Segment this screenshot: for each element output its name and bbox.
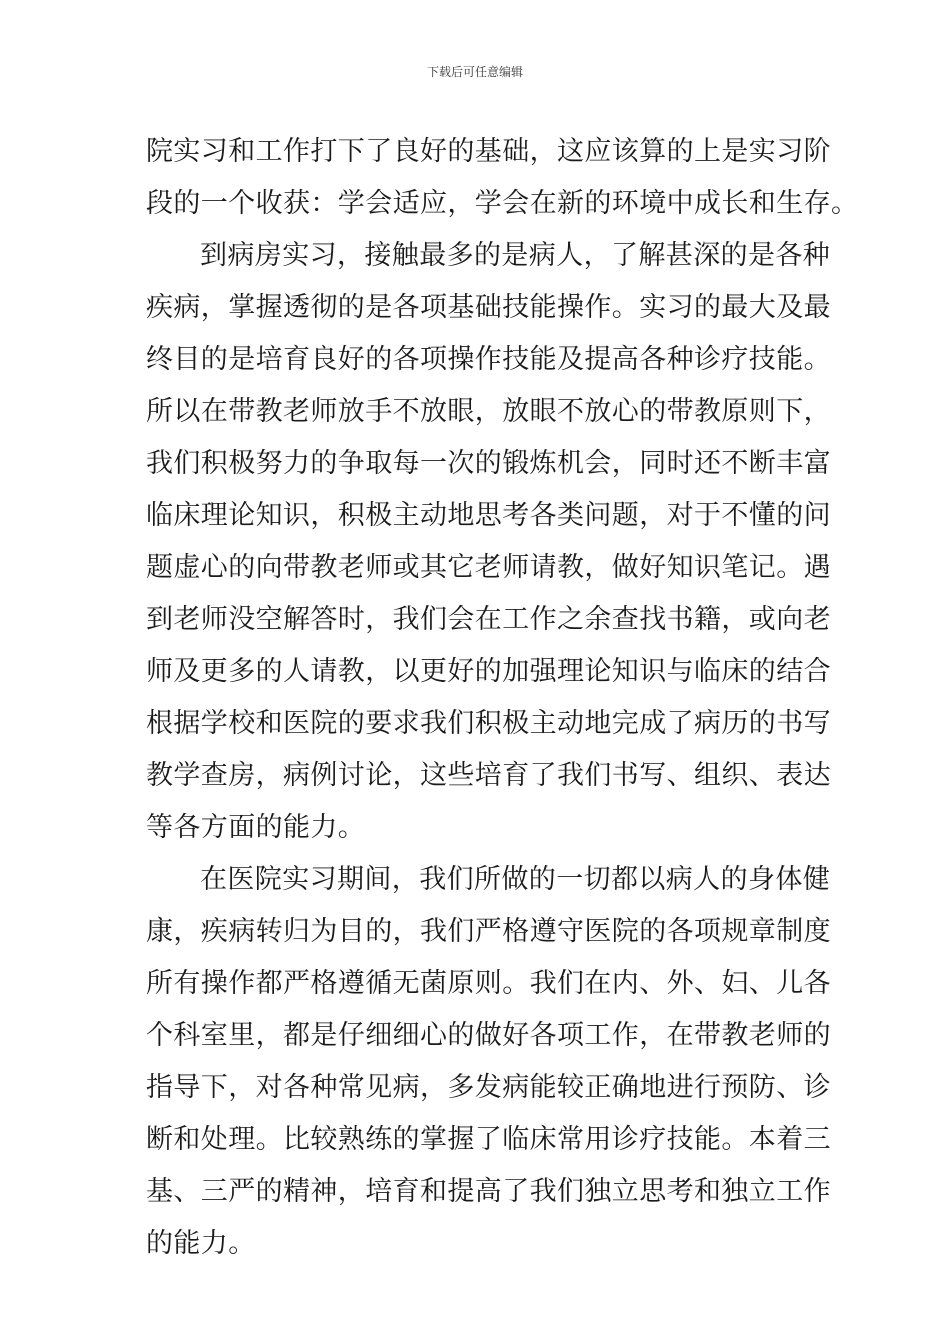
text-line: 基、三严的精神，培育和提高了我们独立思考和独立工作	[146, 1176, 831, 1207]
text-line: 我们积极努力的争取每一次的锻炼机会，同时还不断丰富	[146, 448, 831, 479]
text-line: 疾病，掌握透彻的是各项基础技能操作。实习的最大及最	[146, 292, 831, 323]
text-line: 到病房实习，接触最多的是病人，了解甚深的是各种	[200, 240, 831, 271]
text-line: 在医院实习期间，我们所做的一切都以病人的身体健	[200, 864, 831, 895]
text-line: 院实习和工作打下了良好的基础，这应该算的上是实习阶	[146, 136, 831, 167]
text-line: 所以在带教老师放手不放眼，放眼不放心的带教原则下，	[146, 396, 831, 427]
text-line: 师及更多的人请教，以更好的加强理论知识与临床的结合	[146, 656, 831, 687]
text-line: 教学查房，病例讨论，这些培育了我们书写、组织、表达	[146, 760, 831, 791]
paragraph	[146, 854, 831, 1270]
text-line: 根据学校和医院的要求我们积极主动地完成了病历的书写	[146, 708, 831, 739]
text-line: 到老师没空解答时，我们会在工作之余查找书籍，或向老	[146, 604, 831, 635]
text-line: 等各方面的能力。	[146, 812, 366, 843]
text-line: 题虚心的向带教老师或其它老师请教，做好知识笔记。遇	[146, 552, 831, 583]
text-line: 段的一个收获：学会适应，学会在新的环境中成长和生存。	[146, 188, 859, 219]
text-line: 康，疾病转归为目的，我们严格遵守医院的各项规章制度	[146, 916, 831, 947]
page-header: 下载后可任意编辑	[426, 65, 523, 79]
text-line: 所有操作都严格遵循无菌原则。我们在内、外、妇、儿各	[146, 968, 831, 999]
paragraph	[146, 230, 831, 854]
text-line: 终目的是培育良好的各项操作技能及提高各种诊疗技能。	[146, 344, 831, 375]
text-line: 断和处理。比较熟练的掌握了临床常用诊疗技能。本着三	[146, 1124, 831, 1155]
paragraph	[146, 126, 859, 230]
text-line: 个科室里，都是仔细细心的做好各项工作，在带教老师的	[146, 1020, 831, 1051]
text-line: 临床理论知识，积极主动地思考各类问题，对于不懂的问	[146, 500, 831, 531]
text-line: 指导下，对各种常见病，多发病能较正确地进行预防、诊	[146, 1072, 831, 1103]
document-body	[146, 126, 859, 1270]
text-line: 的能力。	[146, 1228, 256, 1259]
